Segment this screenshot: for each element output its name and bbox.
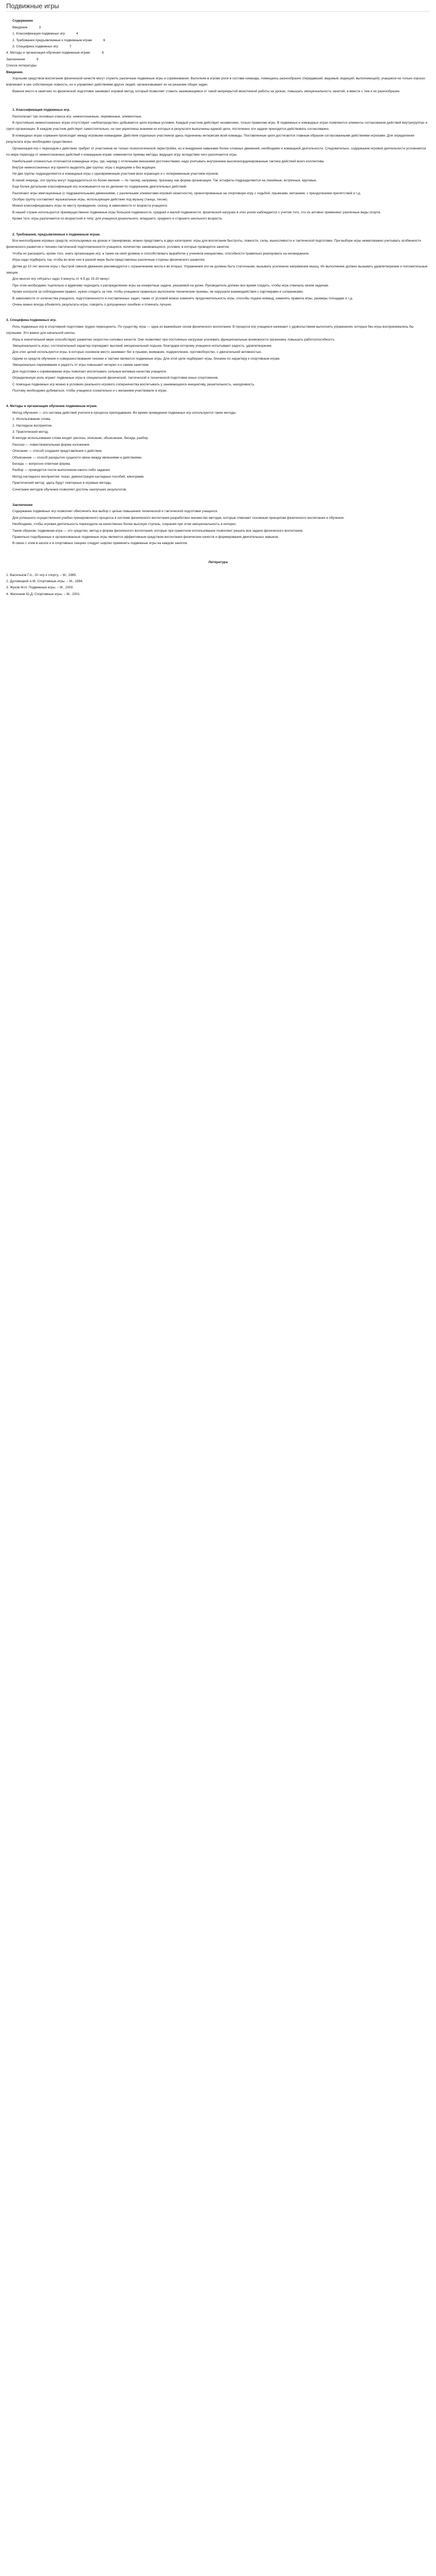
paragraph: Можно классифицировать игры по месту проведения, сезону, в зависимости от возраста учащихся. [12, 204, 168, 208]
section-heading: 1. Классификация подвижных игр. [12, 108, 71, 112]
paragraph: Правильно подобранные и организованные подвижные игры являются эффективным средством воспитания физических качеств и формирования двигательных навыков. [12, 535, 279, 539]
toc-item: 1. Классификация подвижных игр 4 [12, 32, 78, 36]
paragraph: Поэтому необходимо добиваться, чтобы учащиеся сознательно и с желанием участвовали в играх. [12, 388, 168, 393]
paragraph: Кроме контроля за соблюдением правил, нужно следить за тем, чтобы учащиеся правильно выполняли технические приемы, не нарушали взаимодействия с партнерами и соперниками. [12, 290, 304, 294]
toc-item: Заключение 9 [6, 57, 39, 61]
paragraph: Чтобы их расширить, кроме того, знать организацию игр, а также на свой уровень и способствовать выработке у учеников инициативы, способности правильно реагировать на неожиданное. [12, 251, 310, 256]
paragraph: Описание — способ создания представления о действии. [12, 449, 103, 453]
paragraph: Для успешного осуществления учебно-тренировочного процесса в системе физического воспитания разработано множество методик, которые отвечают основным принципам физического воспитания и обучения. [12, 516, 345, 520]
page-title: Подвижные игры [6, 0, 430, 12]
paragraph: В простейших немногозначных играх отсутствуют «неблагородство» добывается цели игровые условия. Каждый участник действует независимо, только правилам игры. В подвижных и командных играх появляются элементы согласования действий внутригруппах и групп организации. В каждом участник действует самостоятельно, но они укреплены знанием из которых в результате выполнены единой цели, постепенно эти задачи приходятся действовать согласованно. [6, 121, 428, 131]
section-heading: 3. Специфика подвижных игр. [6, 318, 57, 323]
paragraph: В зависимости от количества учащихся, подготовленности и поставленных задач, также от условий можно изменять продолжительность игры, способы подачи команд, изменять правила игры, размеры площадки и т.д. [12, 296, 353, 300]
paragraph: Ни две группы подразделяются и командные игры с одновременным участием всех играющих и с попеременным участием игроков. [12, 172, 219, 176]
paragraph: Эмоционально переживание и радость от игры повышают интерес и к самим занятиям. [12, 363, 149, 367]
section-heading: 4. Методы и организация обучения подвижным играм. [6, 404, 97, 409]
paragraph: Игры в значительной мере способствуют развитию скоростно-силовых качеств. Они позволяют при постоянных нагрузках усиливать функциональные возможности организма, повышать работоспособность. [12, 337, 336, 342]
paragraph: Наибольшей сложностью отличаются командные игры, где, наряду с отличными внешними достоинствами, надо учитывать внутреннюю высококоординированные тактика действий всего коллектива. [12, 159, 325, 163]
paragraph: Содержание подвижных игр позволяет обеспечить все выбор с целью повышения технической и тактической подготовки учащихся. [12, 510, 218, 514]
toc-heading: Содержание [12, 19, 33, 23]
conclusion-section [6, 509, 430, 547]
paragraph: Разбор — проводится после выполнения какого-либо задания. [12, 468, 111, 472]
document-body [6, 12, 430, 598]
section-methods [6, 410, 430, 493]
toc-item: 3. Специфика подвижных игр 7 [12, 45, 72, 49]
paragraph: В методе использования слова входят рассказ, описание, объяснение, беседа, разбор. [12, 436, 149, 440]
literature-item: 4. Железняк Ю.Д. Спортивные игры. – М., 2001. [6, 592, 81, 596]
literature-item: 2. Дуловицкий А.М. Спортивные игры. – М., 1994. [6, 580, 83, 584]
table-of-contents [6, 25, 430, 70]
paragraph: Хорошим средством воспитания физической качеств могут служить различные подвижные игры и соревнования. Выполняя в игрове роли в составе команды, помещаясь разнообразно (передавший, ведомый, водящий, выполняющий), учащиеся не только хорошо вовлекают в них собственную ловкость, но и управляют действиями других людей, организовывают их на решение общих задач. [6, 77, 425, 87]
paragraph: Эмоциональность игры, состязательный характер порождают высокий эмоциональный подъем, благодаря которому учащиеся испытывают радость, удовлетворение. [12, 344, 272, 348]
paragraph: Практический метод: здесь будут повторные и игровые методы. [12, 481, 112, 485]
paragraph: Еще более детальная классификация игр основывается на их делении по содержанию двигательных действий. [12, 185, 187, 189]
paragraph: Сочетание методов обучения позволяет достичь наилучших результатов. [12, 487, 127, 492]
conclusion-heading: Заключение [12, 503, 33, 507]
toc-item: Список литературы [6, 64, 37, 68]
paragraph: При этом необходимо тщательно и вдумчиво подходить к распределению игры на конкретные задачи, решаемой на уроке. Руководитель должен все время следить, чтобы игра отвечала своим задачам. [12, 283, 329, 287]
paragraph: Роль подвижных игр в спортивной подготовке трудно переоценить. По существу, игра — одна из важнейших основ физического воспитания. В процессе игр учащиеся начинают с удовольствием выполнять упражнения, которые без игры воспринимались бы скучными. Это важно для начальной школы. [6, 325, 414, 335]
paragraph: Важное место в занятиях по физической подготовке занимают игровой метод, который позволяет ставить занимающимся от такой неприкрытой монотонной работы на уроках, повышать эмоциональность занятий, а вместе с тем и их разнообразие. [12, 89, 400, 93]
intro-section [6, 76, 430, 95]
literature-heading: Литература [208, 560, 228, 564]
paragraph: Кроме того, игры различаются по возрастной и типу: для учащихся дошкольного, младшего, среднего и старшего школьного возраста. [12, 217, 223, 221]
paragraph: Различают игры имитационные (с подражательными движениями, с различными элементами игровой сюжетности), ориентированные на спортивную игру с ходьбой, прыжками, метанием, с преодолением препятствий и т.д. [12, 191, 361, 195]
paragraph: Одним из средств обучения и совершенствования техники и тактики являются подвижные игры. Для этой цели подбирают игры, близкие по характеру к спортивным играм. [12, 357, 281, 361]
paragraph: Для подготовки к соревнованию игры помогают воспитывать сильные волевые качества учащихся. [12, 369, 167, 374]
paragraph: В своей очередь, эти группы могут подразделяться по более мелким — по такому, например, признаку, как форма организации. Так эстафеты подразделяются на линейные, встречные, круговые. [12, 178, 317, 182]
paragraph: Игры надо подбирать так, чтобы во всех них в разной мере были представлены различные стороны физического развития. [12, 258, 205, 262]
list-item: 2. Наглядное восприятие. [12, 423, 53, 428]
toc-item: 2. Требования предъявляемые к подвижным играм 6 [12, 38, 106, 42]
paragraph: Метод наглядного восприятия: показ, демонстрация наглядных пособий, кинограмм. [12, 474, 145, 479]
paragraph: С помощью подвижных игр можно в условиях реального игрового соперничества воспитывать у занимающихся инициативу, решительность, находчивость. [12, 382, 255, 386]
paragraph: Таким образом, подвижная игра — это средство, метод и форма физического воспитания, которые при грамотном использовании позволяют решать все задачи физического воспитания. [12, 529, 304, 533]
paragraph: В нашей стране используются преимущественно подвижные игры большой подвижности, средней и малой подвижности, физической нагрузке в этих ролях наблюдается с учетом того, что их активно применяют различные виды спорта. [12, 210, 381, 214]
paragraph: Детям до 10 лет многие игры с быстрой сменой движения рекомендуется с ограничением числа и во вторых. Упражнения эти не должны быть статичными, вызывать усиленное напряжение мышц. Их выполнение должно вызывать удовлетворение и положительные эмоции. [6, 264, 428, 275]
toc-item: 4. Методы и организация обучения подвижным играм. 8 [6, 51, 104, 55]
section-specifics [6, 324, 430, 394]
list-item: 3. Практический метод. [12, 430, 49, 434]
paragraph: Метод обучения — это система действий учителя в процессе преподавания. Во время проведения подвижных игр используются такие методы: [12, 411, 237, 415]
paragraph: Располагает три основных класса игр: немногозначные, переменные, элементные. [12, 114, 142, 118]
paragraph: Особую группу составляют музыкальные игры, использующие действие под музыку (танцы, песни). [12, 197, 168, 201]
paragraph: В командных играх сорвания происходят между игровыми командами. Действия отдельных участников здесь подчинены интересам всей команды. Поставленные цели достигаются главным образом согласованными действиями игроками. Для определения результата игры необходимо существенно. [6, 133, 414, 144]
paragraph: Определенную роль играют подвижные игры в специальной физической, тактической и технической подготовке юных спортсменов. [12, 376, 219, 380]
toc-item: Введение 3 [12, 25, 41, 29]
paragraph: Объяснение — способ раскрытия сущности связи между явлениями и действиями. [12, 455, 143, 460]
literature-item: 3. Жуков М.Н. Подвижные игры. – М., 2000. [6, 586, 74, 590]
section-requirements [6, 238, 430, 308]
paragraph: Очень важно всегда объявлять результаты игры, говорить о допущенных ошибках и отмечать лучших. [12, 303, 172, 307]
paragraph: Организация игр с переходом к действию требует от участников не только психологической перестройки, но и внедрения навыками более сложных движений, необходимо и командной деятельности. Следовательно, содержание игровой деятельности усложняется по мере перехода от немногозначных действий к командным играм; изменяются приемы методы, ведущих игру, вследствие чего различаются игры. [6, 146, 426, 157]
section-classification [6, 114, 430, 223]
paragraph: Все многообразие игровых средств, используемых на уроках и тренировках, можно представить в двух категориях: игры для воспитания быстроты, ловкости, силы, выносливости и тактической подготовки. При выборе игры немаловажно учитывать особенности физического развития и технико-тактической подготовленности учащихся, количество занимающихся, условия, в которых проводятся занятия. [6, 239, 421, 249]
section-heading: 2. Требования, предъявляемые к подвижным играм. [12, 232, 101, 236]
paragraph: В связи с этим в школе и в спортивных секциях следует широко применять подвижные игры на каждом занятии. [12, 541, 188, 546]
paragraph: Внутри немногозначных игр принято выделять две группы: игры с водящими и без водящих. [12, 165, 156, 170]
literature-list [6, 572, 430, 598]
list-item: 1. Использование слова. [12, 417, 51, 421]
paragraph: Необходимо, чтобы игровая деятельность переходила на качественно более высокую ступень, сохраняя при этом эмоциональность и интерес. [12, 522, 237, 527]
paragraph: Для многих игр «Играть» надо 3 минуты от 4-5 до 15-20 минут. [12, 277, 110, 281]
intro-heading: Введение. [6, 70, 24, 74]
literature-item: 1. Васильков Г.А., От игр к спорту. – М., 1985. [6, 573, 77, 577]
paragraph: Рассказ — повествовательная форма изложения. [12, 443, 90, 447]
paragraph: Для этих целей используются игры, в которых основное место занимают бег и прыжки, внимание, подкрепление, противоборство, с двигательной активностью. [12, 350, 262, 354]
paragraph: Беседа — вопросно-ответная форма. [12, 462, 71, 466]
